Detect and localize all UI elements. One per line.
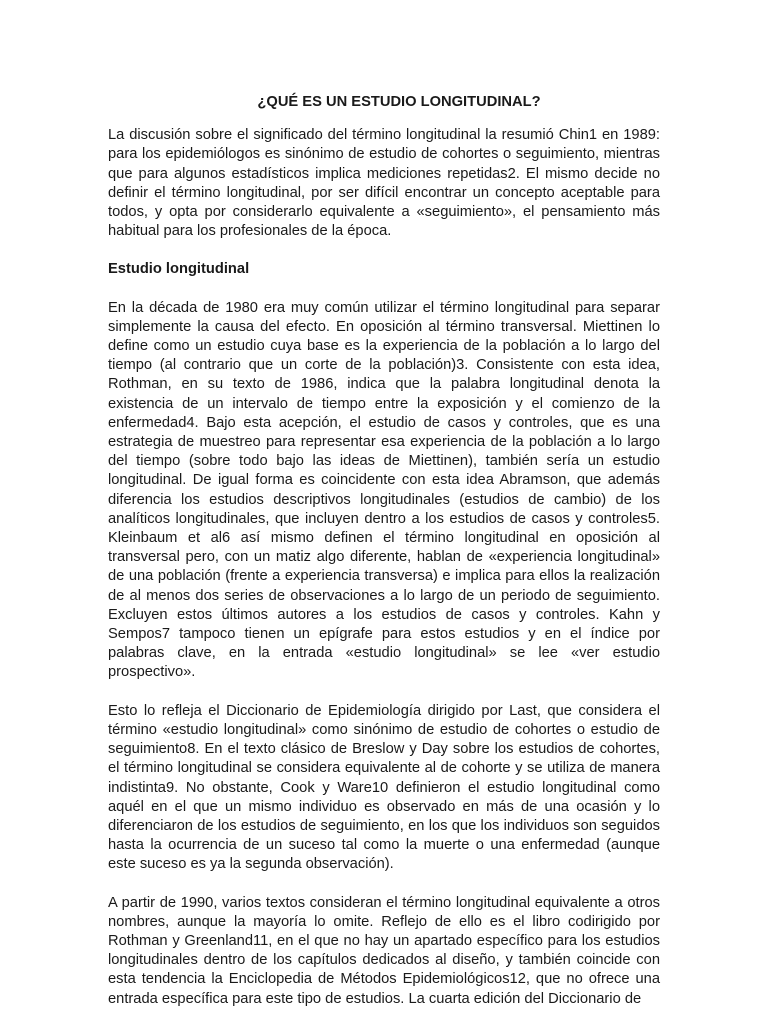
body-paragraph-2: Esto lo refleja el Diccionario de Epidemiología dirigido por Last, que considera el término «estudio longitudinal» como sinónimo de estudio de cohortes o estudio de seguimiento8. En el texto clásico de Breslow y Day sobre los estudios de cohortes, el término longitudinal se considera equivalente al de cohorte y se utiliza de manera indistinta9. No obstante, Cook y Ware10 definieron el estudio longitudinal como aquél en el que un mismo individuo es observado en más de una ocasión y lo diferenciaron de los estudios de seguimiento, en los que los individuos son seguidos hasta la ocurrencia de un suceso tal como la muerte o una enfermedad (aunque este suceso es ya la segunda observación). — [108, 702, 660, 873]
document-title: ¿QUÉ ES UN ESTUDIO LONGITUDINAL? — [257, 94, 541, 110]
section-heading: Estudio longitudinal — [108, 261, 250, 278]
intro-paragraph: La discusión sobre el significado del término longitudinal la resumió Chin1 en 1989: para los epidemiólogos es sinónimo de estudio de cohortes o seguimiento, mientras que para algunos estadísticos implica mediciones repetidas2. El mismo decide no definir el término longitudinal, por ser difícil encontrar un concepto aceptable para todos, y opta por considerarlo equivalente a «seguimiento», el pensamiento más habitual para los profesionales de la época. — [108, 127, 660, 240]
body-paragraph-3: A partir de 1990, varios textos consideran el término longitudinal equivalente a otros nombres, aunque la mayoría lo omite. Reflejo de ello es el libro codirigido por Rothman y Greenland11, en el que no hay un apartado específico para los estudios longitudinales dentro de los capítulos dedicados al diseño, y también coincide con esta tendencia la Enciclopedia de Métodos Epidemiológicos12, que no ofrece una entrada específica para este tipo de estudios. La cuarta edición del Diccionario de — [108, 894, 660, 1007]
document-page — [108, 93, 660, 1028]
body-paragraph-1: En la década de 1980 era muy común utilizar el término longitudinal para separar simplemente la causa del efecto. En oposición al término transversal. Miettinen lo define como un estudio cuya base es la experiencia de la población a lo largo del tiempo (al contrario que un corte de la población)3. Consistente con esta idea, Rothman, en su texto de 1986, indica que la palabra longitudinal denota la existencia de un intervalo de tiempo entre la exposición y el comienzo de la enfermedad4. Bajo esta acepción, el estudio de casos y controles, que es una estrategia de muestreo para representar esa experiencia de la población a lo largo del tiempo (sobre todo bajo las ideas de Miettinen), también sería un estudio longitudinal. De igual forma es coincidente con esta idea Abramson, que además diferencia los estudios descriptivos longitudinales (estudios de cambio) de los analíticos longitudinales, que incluyen dentro a los estudios de casos y controles5. Kleinbaum et al6 así mismo definen el término longitudinal en oposición al transversal pero, con un matiz algo diferente, hablan de «experiencia longitudinal» de una población (frente a experiencia transversa) e implica para ellos la realización de al menos dos series de observaciones a lo largo de un periodo de seguimiento. Excluyen estos últimos autores a los estudios de casos y controles. Kahn y Sempos7 tampoco tienen un epígrafe para estos estudios y en el índice por palabras clave, en la entrada «estudio longitudinal» se lee «ver estudio prospectivo». — [108, 299, 660, 681]
